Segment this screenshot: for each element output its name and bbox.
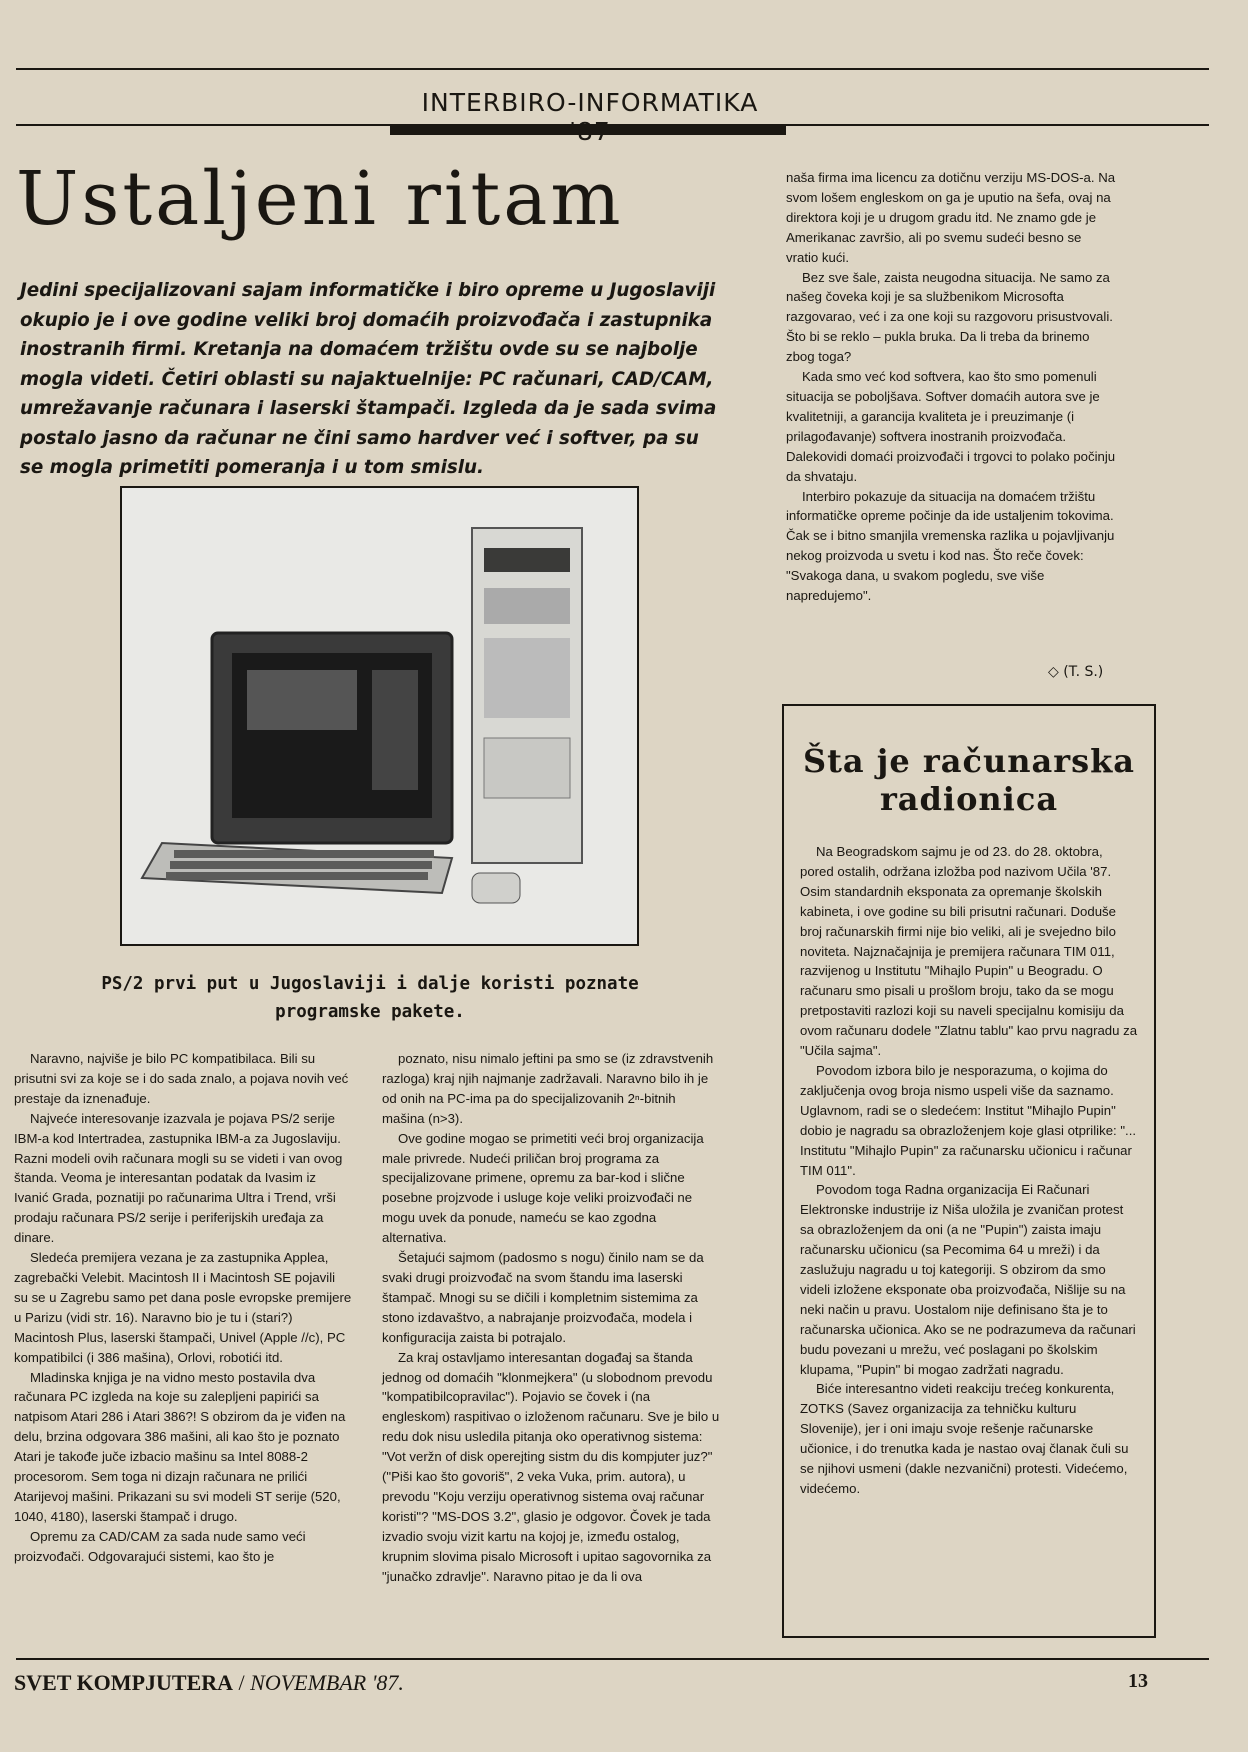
article-lead: Jedini specijalizovani sajam informatičke i biro opreme u Jugoslaviji okupio je i ove godine veliki broj domaćih proizvođača i zastupnika inostranih firmi. Kretanja na domaćem tržištu ovde su se najbolje mogla videti. Četiri oblasti su najaktuelnije: PC računari, CAD/CAM, umrežavanje računara i laserski štampači. Izgleda da je sada svima postalo jasno da računar ne čini samo hardver već i softver, pa su se mogla primetiti pomeranja i u tom smislu. [20,280,717,478]
paragraph: Na Beogradskom sajmu je od 23. do 28. oktobra, pored ostalih, održana izložba pod nazivom Učila '87. Osim standardnih eksponata za opremanje školskih kabineta, i ove godine su bili prisutni računari. Doduše broj računarskih firmi nije bio veliki, ali je svejedno bilo noviteta. Najznačajnija je premijera računara TIM 011, razvijenog u Institutu "Mihajlo Pupin" u Beogradu. O računaru smo pisali u prošlom broju, tako da se mogu pretpostaviti razlozi koji su naveli specijalnu komisiju da ovom računaru dodele "Zlatnu tablu" kao prvu nagradu za "Učila sajma". [800,844,1138,1059]
paragraph: Najveće interesovanje izazvala je pojava PS/2 serije IBM-a kod Intertradea, zastupnika IBM-a za Jugoslaviju. Razni modeli ovih računara mogli su se videti i van ovog štanda. Veoma je interesantan podatak da Ivasim iz Ivanić Grada, poznatiji po računarima Ultra i Trend, vrši prodaju računara PS/2 serije i periferijskih uređaja za dinare. [14,1110,343,1246]
paragraph: Povodom izbora bilo je nesporazuma, o kojima do zaključenja ovog broja nismo uspeli više da saznamo. Uglavnom, radi se o sledećem: Institut "Mihajlo Pupin" dobio je nagradu sa obrazloženjem koje glasi otprilike: "... Institutu "Mihajlo Pupin" za računarsku učionicu i računar TIM 011". [800,1062,1137,1178]
paragraph: Šetajući sajmom (padosmo s nogu) činilo nam se da svaki drugi proizvođač na svom štandu ima laserski štampač. Mnogi su se dičili i kompletnim sistemima za stono izdavaštvo, a nabrajanje proizvođača, modela i konfiguracija zaista bi potrajalo. [382,1250,704,1345]
paragraph: Za kraj ostavljamo interesantan događaj sa štanda jednog od domaćih "klonmejkera" (u slobodnom prevodu "kompatibilcopravilac"). Pojavio se čovek i (na engleskom) raspitivao o izloženom računaru. Sve je bilo u redu dok nisu usledila pitanja oko operativnog sistema: "Vot veržn of disk operejting sistm du dis kompjuter juz?" ("Piši kao što govoriš", 2 veka Vuka, prim. autora), u prevodu "Koju verziju operativnog sistema ovaj računar koristi"? "MS-DOS 3.2", glasio je odgovor. Čovek je tada izvadio svoju vizit kartu na kojoj je, između ostalog, krupnim slovima pisalo Microsoft i upitao sagovornika za "junačko zdravlje". Naravno pitao je da li ova [382,1349,720,1584]
paragraph: Interbiro pokazuje da situacija na domaćem tržištu informatičke opreme počinje da ide ustaljenim tokovima. Čak se i bitno smanjila vremenska razlika u pojavljivanju nekog proizvoda u svetu i kod nas. Što reče čovek: "Svakoga dana, u svakom pogledu, sve više napredujemo". [786,488,1115,604]
paragraph: poznato, nisu nimalo jeftini pa smo se (iz zdravstvenih razloga) kraj njih najmanje zadržavali. Naravno bilo ih je od onih na PC-ima pa do specijalizovanih 2ⁿ-bitnih mašina (n>3). [382,1051,714,1126]
article-column-middle [382,1049,720,1586]
paragraph: Sledeća premijera vezana je za zastupnika Applea, zagrebački Velebit. Macintosh II i Macintosh SE pojavili su se u Zagrebu samo pet dana posle evropske premijere u Parizu (vidi str. 16). Naravno bio je tu i (stari?) Macintosh Plus, laserski štampači, Univel (Apple //c), PC kompatibilci (i 386 mašina), Orlovi, robotići itd. [14,1250,352,1365]
paragraph: Kada smo već kod softvera, kao što smo pomenuli situacija se poboljšava. Softver domaćih autora sve je kvalitetniji, a garancija kvaliteta je i preuzimanje (i prilagođavanje) softvera inostranih proizvođača. Dalekovidi domaći proizvođači i trgovci to polako počinju da shvataju. [786,369,1116,484]
bottom-rule [16,1658,1209,1660]
article-title: Ustaljeni ritam [16,156,624,242]
page-number: 13 [1128,1670,1148,1692]
footer-separator: / [238,1670,245,1695]
magazine-name: SVET KOMPJUTERA [14,1670,234,1695]
sidebar-box-title: Šta je računarska radionica [803,742,1135,818]
section-title: INTERBIRO-INFORMATIKA [421,88,759,117]
sidebar-box-body [800,842,1138,1499]
paragraph: Povodom toga Radna organizacija Ei Računari Elektronske industrije iz Niša uložila je zvaničan protest sa obrazloženjem da oni (a ne "Pupin") zaista imaju računarsku učionicu (sa Pecomima 64 u mreži) i da zaslužuju nagradu u toj kategoriji. S obzirom da smo videli izložene eksponate oba proizvođača, Nišlije su na neki način u pravu. Uostalom nije definisano šta je to računarska učionica. Ako se ne podrazumeva da računari budu povezani u mrežu, već poslagani po školskim klupama, "Pupin" bi mogao zadržati nagradu. [800,1182,1136,1377]
paragraph: Naravno, najviše je bilo PC kompatibilaca. Bili su prisutni svi za koje se i do sada znalo, a pojava novih već prestaje da iznenađuje. [14,1051,349,1106]
paragraph: Bez sve šale, zaista neugodna situacija. Ne samo za našeg čoveka koji je sa službenikom Microsofta razgovarao, već i za one koji su razgovoru prisustvovali. Što bi se reklo – pukla bruka. Da li treba da brinemo zbog toga? [786,269,1113,365]
paragraph: Ove godine mogao se primetiti veći broj organizacija male privrede. Nudeći priličan broj programa za specijalizovane primene, opremu za bar-kod i slične posebne projzvode i usluge koje veliki proizvođači ne mogu uvek da ponude, nameću se kao zgodna alternativa. [382,1130,704,1246]
paragraph: Biće interesantno videti reakciju trećeg konkurenta, ZOTKS (Savez organizacija za tehničku kulturu Slovenije), jer i oni imaju svoje rešenje računarske učionice, i do trenutka kada je nastao ovaj članak čuli su se njihovi usmeni (dakle nezvanični) protesti. Videćemo, videćemo. [800,1381,1129,1496]
paragraph: Mladinska knjiga je na vidno mesto postavila dva računara PC izgleda na koje su zalepljeni papirići sa natpisom Atari 286 i Atari 386?! S obzirom da je viđen na delu, brzina odgovara 386 mašini, ali kao što je poznato Atari je takođe juče izbacio mašinu sa Intel 8088-2 procesorom. Sem toga ni dizajn računara ne prilići Atarijevoj mašini. Prikazani su svi modeli ST serije (520, 1040, 4180), laserski štampač i drugo. [14,1369,346,1524]
section-title-bar [390,126,786,135]
photo-caption: PS/2 prvi put u Jugoslaviji i dalje koristi poznate programske pakete. [101,974,639,1022]
article-column-right [786,168,1116,606]
paragraph: Opremu za CAD/CAM za sada nude samo veći proizvođači. Odgovarajući sistemi, kao što je [14,1528,306,1564]
issue-date: NOVEMBAR '87. [250,1670,404,1695]
article-photo [120,486,639,946]
top-rule [16,68,1209,70]
paragraph: naša firma ima licencu za dotičnu verziju MS-DOS-a. Na svom lošem engleskom on ga je uputio na šefa, ovaj na direktora koji je u drugom gradu itd. Ne znamo gde je Amerikanac završio, ali po svemu sudeći besno se vratio kući. [786,170,1116,265]
ps2-computer-illustration [122,488,637,944]
article-column-left [14,1049,352,1567]
author-signature: ◇ (T. S.) [1048,664,1104,680]
footer-magazine-issue [14,1670,404,1696]
